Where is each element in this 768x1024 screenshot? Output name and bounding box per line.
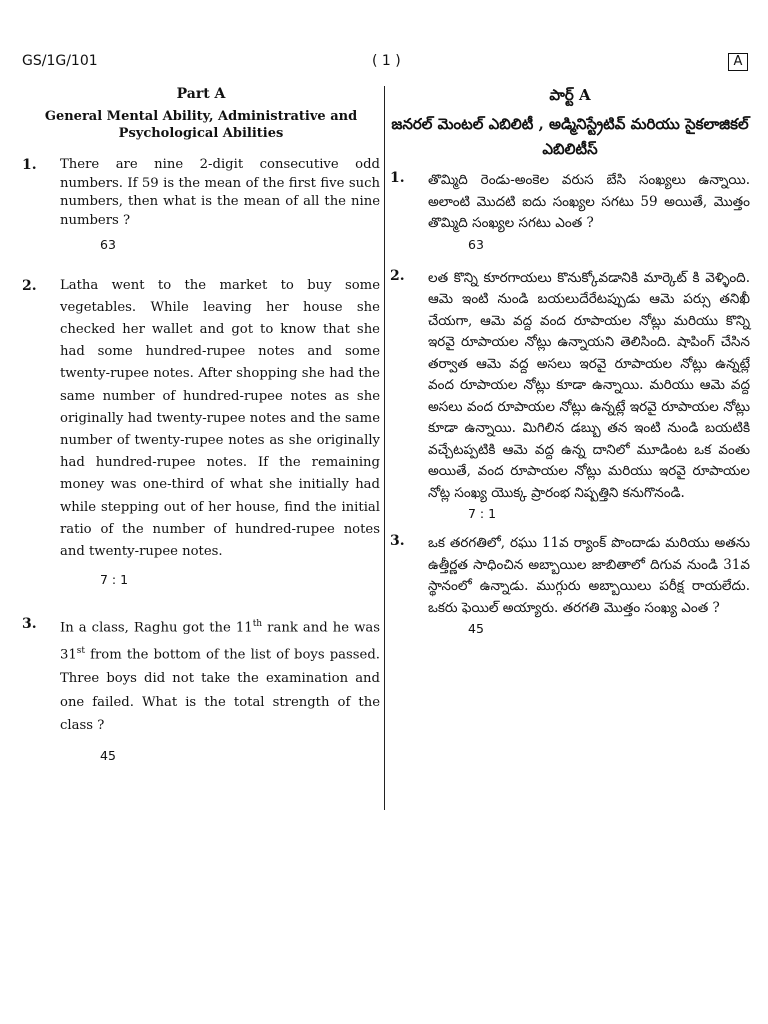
part-title-english: Part A bbox=[176, 86, 226, 102]
question-text-part: from the bottom of the list of boys passed. Three boys did not take the examination and one failed. What is the total strength of the class ? bbox=[60, 647, 380, 734]
answer: 63 bbox=[100, 237, 116, 252]
answer: 45 bbox=[468, 621, 484, 636]
question-3-telugu bbox=[390, 533, 750, 636]
question-text: తొమ్మిది రెండు-అంకెల వరుస బేసి సంఖ్యలు ఉన్నాయి. అలాంటి మొదటి ఐదు సంఖ్యల సగటు 59 అయితే, మొత్తం తొమ్మిది సంఖ్యల సగటు ఎంత ? bbox=[428, 172, 750, 231]
page-number: ( 1 ) bbox=[372, 53, 401, 69]
question-number: 1. bbox=[22, 157, 37, 173]
question-1-english bbox=[22, 156, 380, 255]
question-text bbox=[60, 613, 380, 737]
question-number: 3. bbox=[22, 616, 37, 633]
booklet-version-box: A bbox=[728, 53, 748, 71]
question-text-part: In a class, Raghu got the 11 bbox=[60, 620, 253, 636]
part-title-telugu: పార్ట్ A bbox=[549, 86, 591, 104]
telugu-column bbox=[390, 86, 750, 636]
question-text-part: rank and he was 31 bbox=[60, 620, 380, 663]
question-text: There are nine 2-digit consecutive odd numbers. If 59 is the mean of the first five such numbers, then what is the mean of all the nine numbers ? bbox=[60, 157, 380, 228]
question-2-english bbox=[22, 275, 380, 592]
question-text: లత కొన్ని కూరగాయలు కొనుక్కోవడానికి మార్కెట్ కి వెళ్ళింది. ఆమె ఇంటి నుండి బయలుదేరేటప్పుడు ఆమె పర్సు తనిఖీ చేయగా, ఆమె వద్ద వంద రూపాయల నోట్లు మరియు కొన్ని ఇరవై రూపాయల నోట్లు ఉన్నాయని తెలిసింది. షాపింగ్ చేసిన తర్వాత ఆమె వద్ద అసలు ఇరవై రూపాయల నోట్లు ఉన్నట్లే వంద రూపాయల నోట్లు కూడా ఉన్నాయి. మరియు ఆమె వద్ద అసలు వంద రూపాయల నోట్లు ఉన్నట్లే ఇరవై రూపాయల నోట్లు కూడా ఉన్నాయి. మిగిలిన డబ్బు తన ఇంటి నుండి బయటికి వచ్చేటప్పటికి ఆమె వద్ద ఉన్న దానిలో మూడింట ఒక వంతు అయితే, వంద రూపాయల నోట్లు మరియు ఇరవై రూపాయల నోట్ల సంఖ్య యొక్క ప్రారంభ నిష్పత్తిని కనుగొనండి. bbox=[428, 269, 750, 501]
question-1-telugu bbox=[390, 170, 750, 252]
question-2-telugu bbox=[390, 268, 750, 522]
english-column bbox=[22, 86, 380, 767]
paper-code: GS/1G/101 bbox=[22, 53, 98, 69]
ordinal-suffix: th bbox=[252, 619, 263, 630]
section-title-telugu: జనరల్ మెంటల్ ఎబిలిటీ , అడ్మినిస్ట్రేటివ్ మరియు సైకలాజికల్ ఎబిలిటీస్ bbox=[391, 115, 749, 158]
answer: 63 bbox=[468, 236, 484, 252]
question-text: ఒక తరగతిలో, రఘు 11వ ర్యాంక్ పొందాడు మరియు అతను ఉత్తీర్ణత సాధించిన అబ్బాయిల జాబితాలో దిగువ నుండి 31వ స్థానంలో ఉన్నాడు. ముగ్గురు అబ్బాయిలు పరీక్ష రాయలేదు. ఒకరు ఫెయిల్ అయ్యారు. తరగతి మొత్తం సంఖ్య ఎంత ? bbox=[428, 535, 750, 616]
section-title-english: General Mental Ability, Administrative and Psychological Abilities bbox=[44, 109, 358, 141]
question-3-english bbox=[22, 613, 380, 767]
question-number: 2. bbox=[390, 267, 405, 284]
question-number: 2. bbox=[22, 277, 37, 294]
question-text: Latha went to the market to buy some vegetables. While leaving her house she checked her wallet and got to know that she had some hundred-rupee notes and some twenty-rupee notes. After shopping she had the same number of hundred-rupee notes as she originally had twenty-rupee notes and the same number of twenty-rupee notes as she originally had hundred-rupee notes. If the remaining money was one-third of what she initially had while stepping out of her house, find the initial ratio of the number of hundred-rupee notes and twenty-rupee notes. bbox=[60, 277, 380, 559]
column-divider bbox=[384, 86, 385, 810]
answer: 45 bbox=[100, 747, 116, 763]
answer: 7 : 1 bbox=[100, 572, 129, 588]
question-number: 3. bbox=[390, 533, 405, 549]
answer: 7 : 1 bbox=[468, 506, 497, 521]
question-number: 1. bbox=[390, 170, 405, 186]
ordinal-suffix: st bbox=[76, 646, 86, 657]
